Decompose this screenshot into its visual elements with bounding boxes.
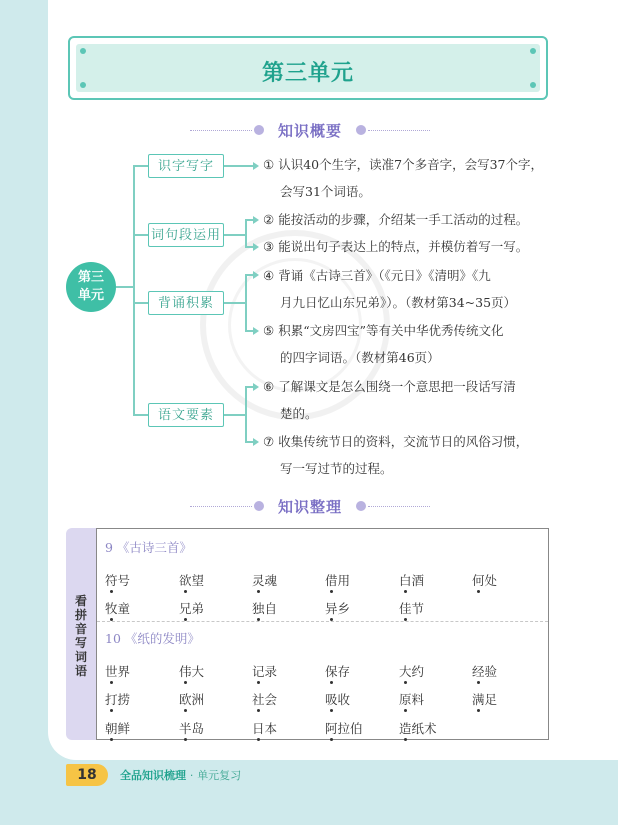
emphasis-dot-icon: [110, 738, 113, 741]
item-text: 背诵《古诗三首》（《元日》《清明》《九: [278, 268, 491, 283]
section-title: 知识概要: [277, 122, 342, 140]
item-text-cont: 写一写过节的过程。: [280, 461, 393, 476]
vocab-word: 经验: [472, 664, 498, 679]
item-text: 认识40个生字，读准7个多音字，会写37个字，: [278, 157, 543, 172]
emphasis-dot-icon: [110, 618, 113, 621]
objective-item: [263, 206, 563, 233]
emphasis-dot-icon: [477, 709, 480, 712]
objective-item: [263, 262, 563, 316]
emphasis-dot-icon: [404, 681, 407, 684]
divider: [368, 130, 430, 131]
footer-caption: [120, 767, 241, 783]
connector: [133, 414, 148, 416]
lesson-divider: [97, 621, 548, 622]
emphasis-dot-icon: [330, 709, 333, 712]
emphasis-dot-icon: [404, 618, 407, 621]
category-literacy: 识字写字: [148, 154, 224, 178]
emphasis-dot-icon: [257, 738, 260, 741]
objective-item: [263, 151, 563, 205]
emphasis-dot-icon: [110, 709, 113, 712]
vocab-word: 阿拉伯: [325, 721, 363, 736]
vocab-word: 欧洲: [179, 692, 205, 707]
vocab-word: 吸收: [325, 692, 351, 707]
emphasis-dot-icon: [330, 618, 333, 621]
vocab-word: 灵魂: [252, 573, 278, 588]
vocab-side-label: [66, 528, 96, 740]
arrow-right-icon: [253, 243, 259, 251]
objective-item: [263, 428, 563, 482]
vocab-word: 世界: [105, 664, 131, 679]
vocab-word: 符号: [105, 573, 131, 588]
connector: [224, 165, 254, 167]
bullet-icon: [356, 501, 366, 511]
connector: [224, 414, 246, 416]
lesson-title: 9 《古诗三首》: [105, 540, 192, 555]
vocab-word: 日本: [252, 721, 278, 736]
item-number: ③: [263, 239, 275, 254]
objective-item: [263, 373, 563, 427]
vocab-word: 大约: [399, 664, 425, 679]
vocab-word: 欲望: [179, 573, 205, 588]
item-text-cont: 楚的。: [280, 406, 318, 421]
vocab-word: 白酒: [399, 573, 425, 588]
page-title: 第三单元: [261, 61, 354, 86]
vocab-word: 记录: [252, 664, 278, 679]
unit-center-node: [66, 262, 116, 312]
vocab-word: 打捞: [105, 692, 131, 707]
item-number: ⑤: [263, 323, 275, 338]
lesson-title: 10 《纸的发明》: [105, 631, 200, 646]
connector: [224, 234, 246, 236]
vocab-word: 造纸术: [399, 721, 437, 736]
bullet-icon: [356, 125, 366, 135]
emphasis-dot-icon: [184, 618, 187, 621]
vocab-word: 兄弟: [179, 601, 205, 616]
item-text-cont: 会写31个词语。: [280, 184, 371, 199]
center-label-line: 单元: [77, 288, 104, 303]
emphasis-dot-icon: [184, 709, 187, 712]
divider: [368, 506, 430, 507]
section-title: 知识整理: [277, 498, 342, 516]
emphasis-dot-icon: [257, 618, 260, 621]
arrow-right-icon: [253, 383, 259, 391]
emphasis-dot-icon: [110, 590, 113, 593]
connector: [116, 286, 134, 288]
vocab-word: 社会: [252, 692, 278, 707]
vocab-word: 借用: [325, 573, 351, 588]
category-sentences: 词句段运用: [148, 223, 224, 247]
corner-dot-icon: [530, 48, 536, 54]
emphasis-dot-icon: [404, 590, 407, 593]
vocab-word: 牧童: [105, 601, 131, 616]
emphasis-dot-icon: [330, 590, 333, 593]
corner-dot-icon: [80, 48, 86, 54]
objective-item: [263, 317, 563, 371]
item-number: ②: [263, 212, 275, 227]
center-label-line: 第三: [77, 270, 104, 285]
vocab-word: 佳节: [399, 601, 425, 616]
emphasis-dot-icon: [110, 681, 113, 684]
vocab-word: 半岛: [179, 721, 205, 736]
item-number: ①: [263, 157, 275, 172]
arrow-right-icon: [253, 162, 259, 170]
item-text: 积累“文房四宝”等有关中华优秀传统文化: [278, 323, 504, 338]
item-number: ④: [263, 268, 275, 283]
emphasis-dot-icon: [404, 738, 407, 741]
item-text: 能按活动的步骤，介绍某一手工活动的过程。: [278, 212, 529, 227]
connector: [224, 302, 246, 304]
emphasis-dot-icon: [184, 738, 187, 741]
section-header-overview: [190, 120, 430, 140]
connector: [245, 274, 247, 332]
item-text-cont: 月九日忆山东兄弟》）。（教材第34~35页）: [280, 295, 517, 310]
vocab-table: [96, 528, 549, 740]
book-name: 全品知识梳理: [120, 769, 186, 782]
connector: [133, 165, 148, 167]
connector: [245, 219, 247, 248]
vocab-word: 伟大: [179, 664, 205, 679]
item-text: 能说出句子表达上的特点，并模仿着写一写。: [278, 239, 529, 254]
page-number: 18: [66, 764, 108, 786]
side-label-text: 看 拼 音 写 词 语: [74, 594, 87, 678]
vocab-word: 朝鲜: [105, 721, 131, 736]
connector: [133, 234, 148, 236]
unit-title-box: [68, 36, 548, 100]
vocab-word: 原料: [399, 692, 425, 707]
emphasis-dot-icon: [257, 590, 260, 593]
item-number: ⑥: [263, 379, 275, 394]
vocab-word: 独自: [252, 601, 278, 616]
section-name: 单元复习: [197, 769, 242, 782]
vocab-word: 异乡: [325, 601, 351, 616]
item-text: 了解课文是怎么围绕一个意思把一段话写清: [278, 379, 516, 394]
arrow-right-icon: [253, 327, 259, 335]
objective-item: [263, 233, 563, 260]
emphasis-dot-icon: [184, 681, 187, 684]
emphasis-dot-icon: [404, 709, 407, 712]
vocab-word: 何处: [472, 573, 498, 588]
emphasis-dot-icon: [330, 681, 333, 684]
connector: [245, 386, 247, 443]
section-header-organize: [190, 496, 430, 516]
item-text: 收集传统节日的资料，交流节日的风俗习惯，: [278, 434, 529, 449]
emphasis-dot-icon: [330, 738, 333, 741]
arrow-right-icon: [253, 438, 259, 446]
vocab-word: 保存: [325, 664, 351, 679]
arrow-right-icon: [253, 216, 259, 224]
item-number: ⑦: [263, 434, 275, 449]
category-elements: 语文要素: [148, 403, 224, 427]
vocab-word: 满足: [472, 692, 498, 707]
item-text-cont: 的四字词语。（教材第46页）: [280, 350, 440, 365]
emphasis-dot-icon: [184, 590, 187, 593]
emphasis-dot-icon: [257, 681, 260, 684]
separator: ·: [189, 769, 194, 782]
connector: [133, 165, 135, 416]
arrow-right-icon: [253, 271, 259, 279]
emphasis-dot-icon: [477, 590, 480, 593]
emphasis-dot-icon: [477, 681, 480, 684]
connector: [133, 302, 148, 304]
emphasis-dot-icon: [257, 709, 260, 712]
category-recitation: 背诵积累: [148, 291, 224, 315]
